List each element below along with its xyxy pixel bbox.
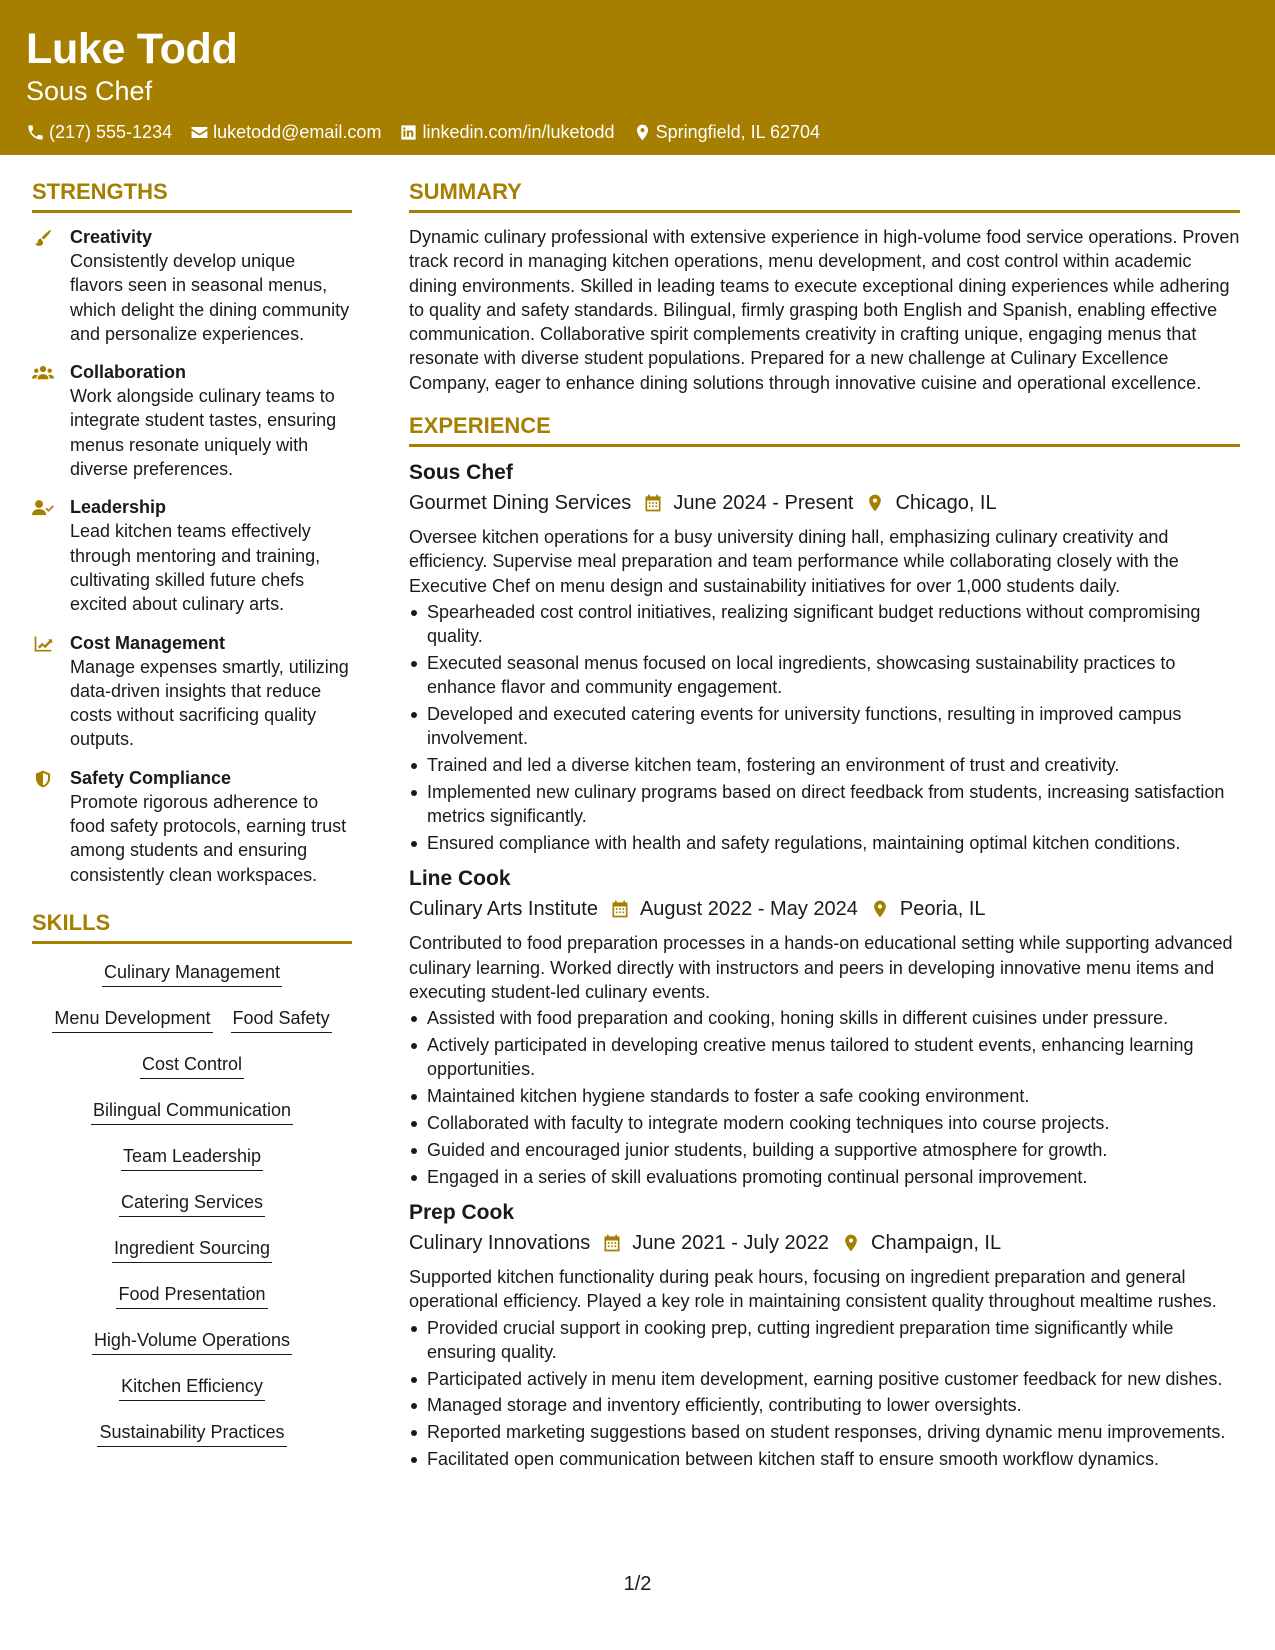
skills-list (32, 956, 352, 1466)
location-pin-icon (633, 123, 652, 142)
strength-title: Safety Compliance (70, 767, 232, 788)
job-company: Gourmet Dining Services (409, 492, 632, 515)
contact-phone (26, 120, 172, 144)
summary-heading: SUMMARY (409, 178, 1240, 213)
phone-text: (217) 555-1234 (49, 122, 173, 142)
list-item: Executed seasonal menus focused on local ingredients, showcasing sustainability practices to enhance flavor and community engagement. (409, 651, 1240, 700)
mail-icon (190, 123, 209, 142)
location-pin-icon (841, 1233, 861, 1253)
job-description: Supported kitchen functionality during peak hours, focusing on ingredient preparation and general operational efficiency. Played a key role in maintaining consistent quality throughout mealtime rushes. (409, 1266, 1217, 1312)
skill-tag: Kitchen Efficiency (119, 1374, 265, 1401)
candidate-role: Sous Chef (26, 76, 153, 106)
job-dates: June 2024 - Present (673, 492, 854, 515)
job-bullets (409, 600, 1240, 855)
list-item: Implemented new culinary programs based on direct feedback from students, increasing satisfaction metrics significantly. (409, 780, 1240, 829)
job-location: Champaign, IL (871, 1231, 1002, 1254)
list-item: Ensured compliance with health and safety regulations, maintaining optimal kitchen conditions. (409, 831, 1240, 855)
right-column (409, 178, 1240, 1481)
email-text[interactable]: luketodd@email.com (213, 122, 382, 142)
candidate-name: Luke Todd (26, 25, 238, 73)
job-entry (409, 459, 1240, 855)
job-title: Prep Cook (409, 1200, 515, 1224)
skill-tag: Menu Development (52, 1006, 212, 1033)
job-meta (409, 489, 1240, 517)
skills-heading: SKILLS (32, 909, 352, 944)
skill-tag: Catering Services (119, 1190, 265, 1217)
list-item: Managed storage and inventory efficiently, contributing to lower oversights. (409, 1393, 1240, 1417)
job-location: Peoria, IL (899, 898, 986, 921)
strength-description: Promote rigorous adherence to food safety protocols, earning trust among students and ensuring consistently clean workspaces. (70, 791, 347, 885)
list-item: Provided crucial support in cooking prep, cutting ingredient preparation time significantly while ensuring quality. (409, 1316, 1240, 1365)
list-item: Engaged in a series of skill evaluations promoting continual personal improvement. (409, 1165, 1240, 1189)
list-item: Collaborated with faculty to integrate modern cooking techniques into course projects. (409, 1111, 1240, 1135)
strength-title: Cost Management (70, 632, 226, 653)
job-company: Culinary Innovations (409, 1231, 591, 1254)
strength-item (32, 766, 352, 887)
contact-location (633, 120, 820, 144)
skill-tag: Cost Control (140, 1052, 244, 1079)
list-item: Maintained kitchen hygiene standards to foster a safe cooking environment. (409, 1084, 1240, 1108)
strength-title: Creativity (70, 227, 153, 247)
job-location: Chicago, IL (895, 492, 997, 515)
job-meta (409, 1229, 1240, 1257)
location-text: Springfield, IL 62704 (655, 122, 821, 142)
job-description: Contributed to food preparation processes in a hands-on educational setting while supporting advanced culinary learning. Worked directly with instructors and peers in developing innovative menu items and executing student-led culinary events. (409, 933, 1233, 1003)
job-bullets (409, 1316, 1240, 1472)
chart-line-icon (32, 634, 54, 654)
strength-description: Manage expenses smartly, utilizing data-driven insights that reduce costs without sacrificing quality outputs. (70, 656, 349, 750)
list-item: Reported marketing suggestions based on student responses, driving dynamic menu improvements. (409, 1420, 1240, 1444)
job-description: Oversee kitchen operations for a busy university dining hall, emphasizing culinary creativity and efficiency. Supervise meal preparation and team performance while collaborating closely with the Executive Chef on menu design and sustainability initiatives for over 1,000 students daily. (409, 527, 1179, 596)
job-company: Culinary Arts Institute (409, 898, 598, 921)
job-dates: June 2021 - July 2022 (632, 1231, 830, 1254)
job-bullets (409, 1006, 1240, 1189)
strength-item (32, 631, 352, 752)
left-column (32, 178, 352, 1466)
shield-icon (32, 769, 54, 789)
list-item: Participated actively in menu item development, earning positive customer feedback for new dishes. (409, 1367, 1240, 1391)
skill-tag: Culinary Management (102, 960, 282, 987)
contact-email[interactable] (190, 120, 381, 144)
list-item: Actively participated in developing creative menus tailored to student events, enhancing learning opportunities. (409, 1033, 1240, 1082)
skill-tag: Food Presentation (116, 1282, 267, 1309)
paintbrush-icon (32, 228, 54, 248)
calendar-icon (643, 493, 663, 513)
list-item: Facilitated open communication between kitchen staff to ensure smooth workflow dynamics. (409, 1447, 1240, 1471)
job-title: Sous Chef (409, 461, 513, 485)
strength-item (32, 360, 352, 481)
list-item: Guided and encouraged junior students, building a supportive atmosphere for growth. (409, 1138, 1240, 1162)
strength-title: Collaboration (70, 362, 186, 383)
linkedin-text[interactable]: linkedin.com/in/luketodd (422, 122, 615, 142)
calendar-icon (610, 899, 630, 919)
strength-description: Lead kitchen teams effectively through mentoring and training, cultivating skilled future chefs excited about culinary arts. (70, 521, 321, 615)
location-pin-icon (865, 493, 885, 513)
skill-tag: Sustainability Practices (97, 1420, 286, 1447)
skill-tag: Ingredient Sourcing (112, 1236, 272, 1263)
strengths-heading: STRENGTHS (32, 178, 352, 213)
skill-tag: Bilingual Communication (91, 1098, 293, 1125)
summary-text: Dynamic culinary professional with extensive experience in high-volume food service operations. Proven track record in managing kitchen operations, menu development, and cost control within academic dining environments. Skilled in leading teams to execute exceptional dining experiences while adhering to quality and safety standards. Bilingual, firmly grasping both English and Spanish, enabling effective communication. Collaborative spirit complements creativity in crafting unique, engaging menus that resonate with diverse student populations. Prepared for a new challenge at Culinary Excellence Company, eager to enhance dining solutions through innovative cuisine and operational excellence. (409, 227, 1240, 393)
linkedin-icon (399, 123, 418, 142)
contact-bar (26, 120, 1275, 144)
strength-title: Leadership (70, 497, 167, 518)
job-title: Line Cook (409, 867, 511, 891)
job-entry (409, 865, 1240, 1188)
resume-header (0, 0, 1275, 155)
strength-item (32, 495, 352, 616)
skill-tag: Food Safety (231, 1006, 332, 1033)
calendar-icon (602, 1233, 622, 1253)
contact-linkedin[interactable] (399, 120, 614, 144)
job-dates: August 2022 - May 2024 (639, 898, 858, 921)
skill-tag: Team Leadership (121, 1144, 263, 1171)
experience-heading: EXPERIENCE (409, 412, 1240, 447)
list-item: Spearheaded cost control initiatives, realizing significant budget reductions without compromising quality. (409, 600, 1240, 649)
list-item: Trained and led a diverse kitchen team, fostering an environment of trust and creativity. (409, 753, 1240, 777)
user-check-icon (32, 498, 54, 518)
users-icon (32, 363, 54, 383)
job-entry (409, 1199, 1240, 1471)
job-meta (409, 895, 1240, 923)
skill-tag: High-Volume Operations (92, 1328, 292, 1355)
strength-description: Work alongside culinary teams to integrate student tastes, ensuring menus resonate uniquely with diverse preferences. (70, 386, 337, 480)
strength-description: Consistently develop unique flavors seen in seasonal menus, which delight the dining community and personalize experiences. (70, 251, 350, 344)
strength-item (32, 225, 352, 346)
phone-icon (26, 123, 45, 142)
page-number: 1/2 (623, 1573, 652, 1595)
location-pin-icon (870, 899, 890, 919)
list-item: Assisted with food preparation and cooking, honing skills in different cuisines under pressure. (409, 1006, 1240, 1030)
list-item: Developed and executed catering events for university functions, resulting in improved campus involvement. (409, 702, 1240, 751)
